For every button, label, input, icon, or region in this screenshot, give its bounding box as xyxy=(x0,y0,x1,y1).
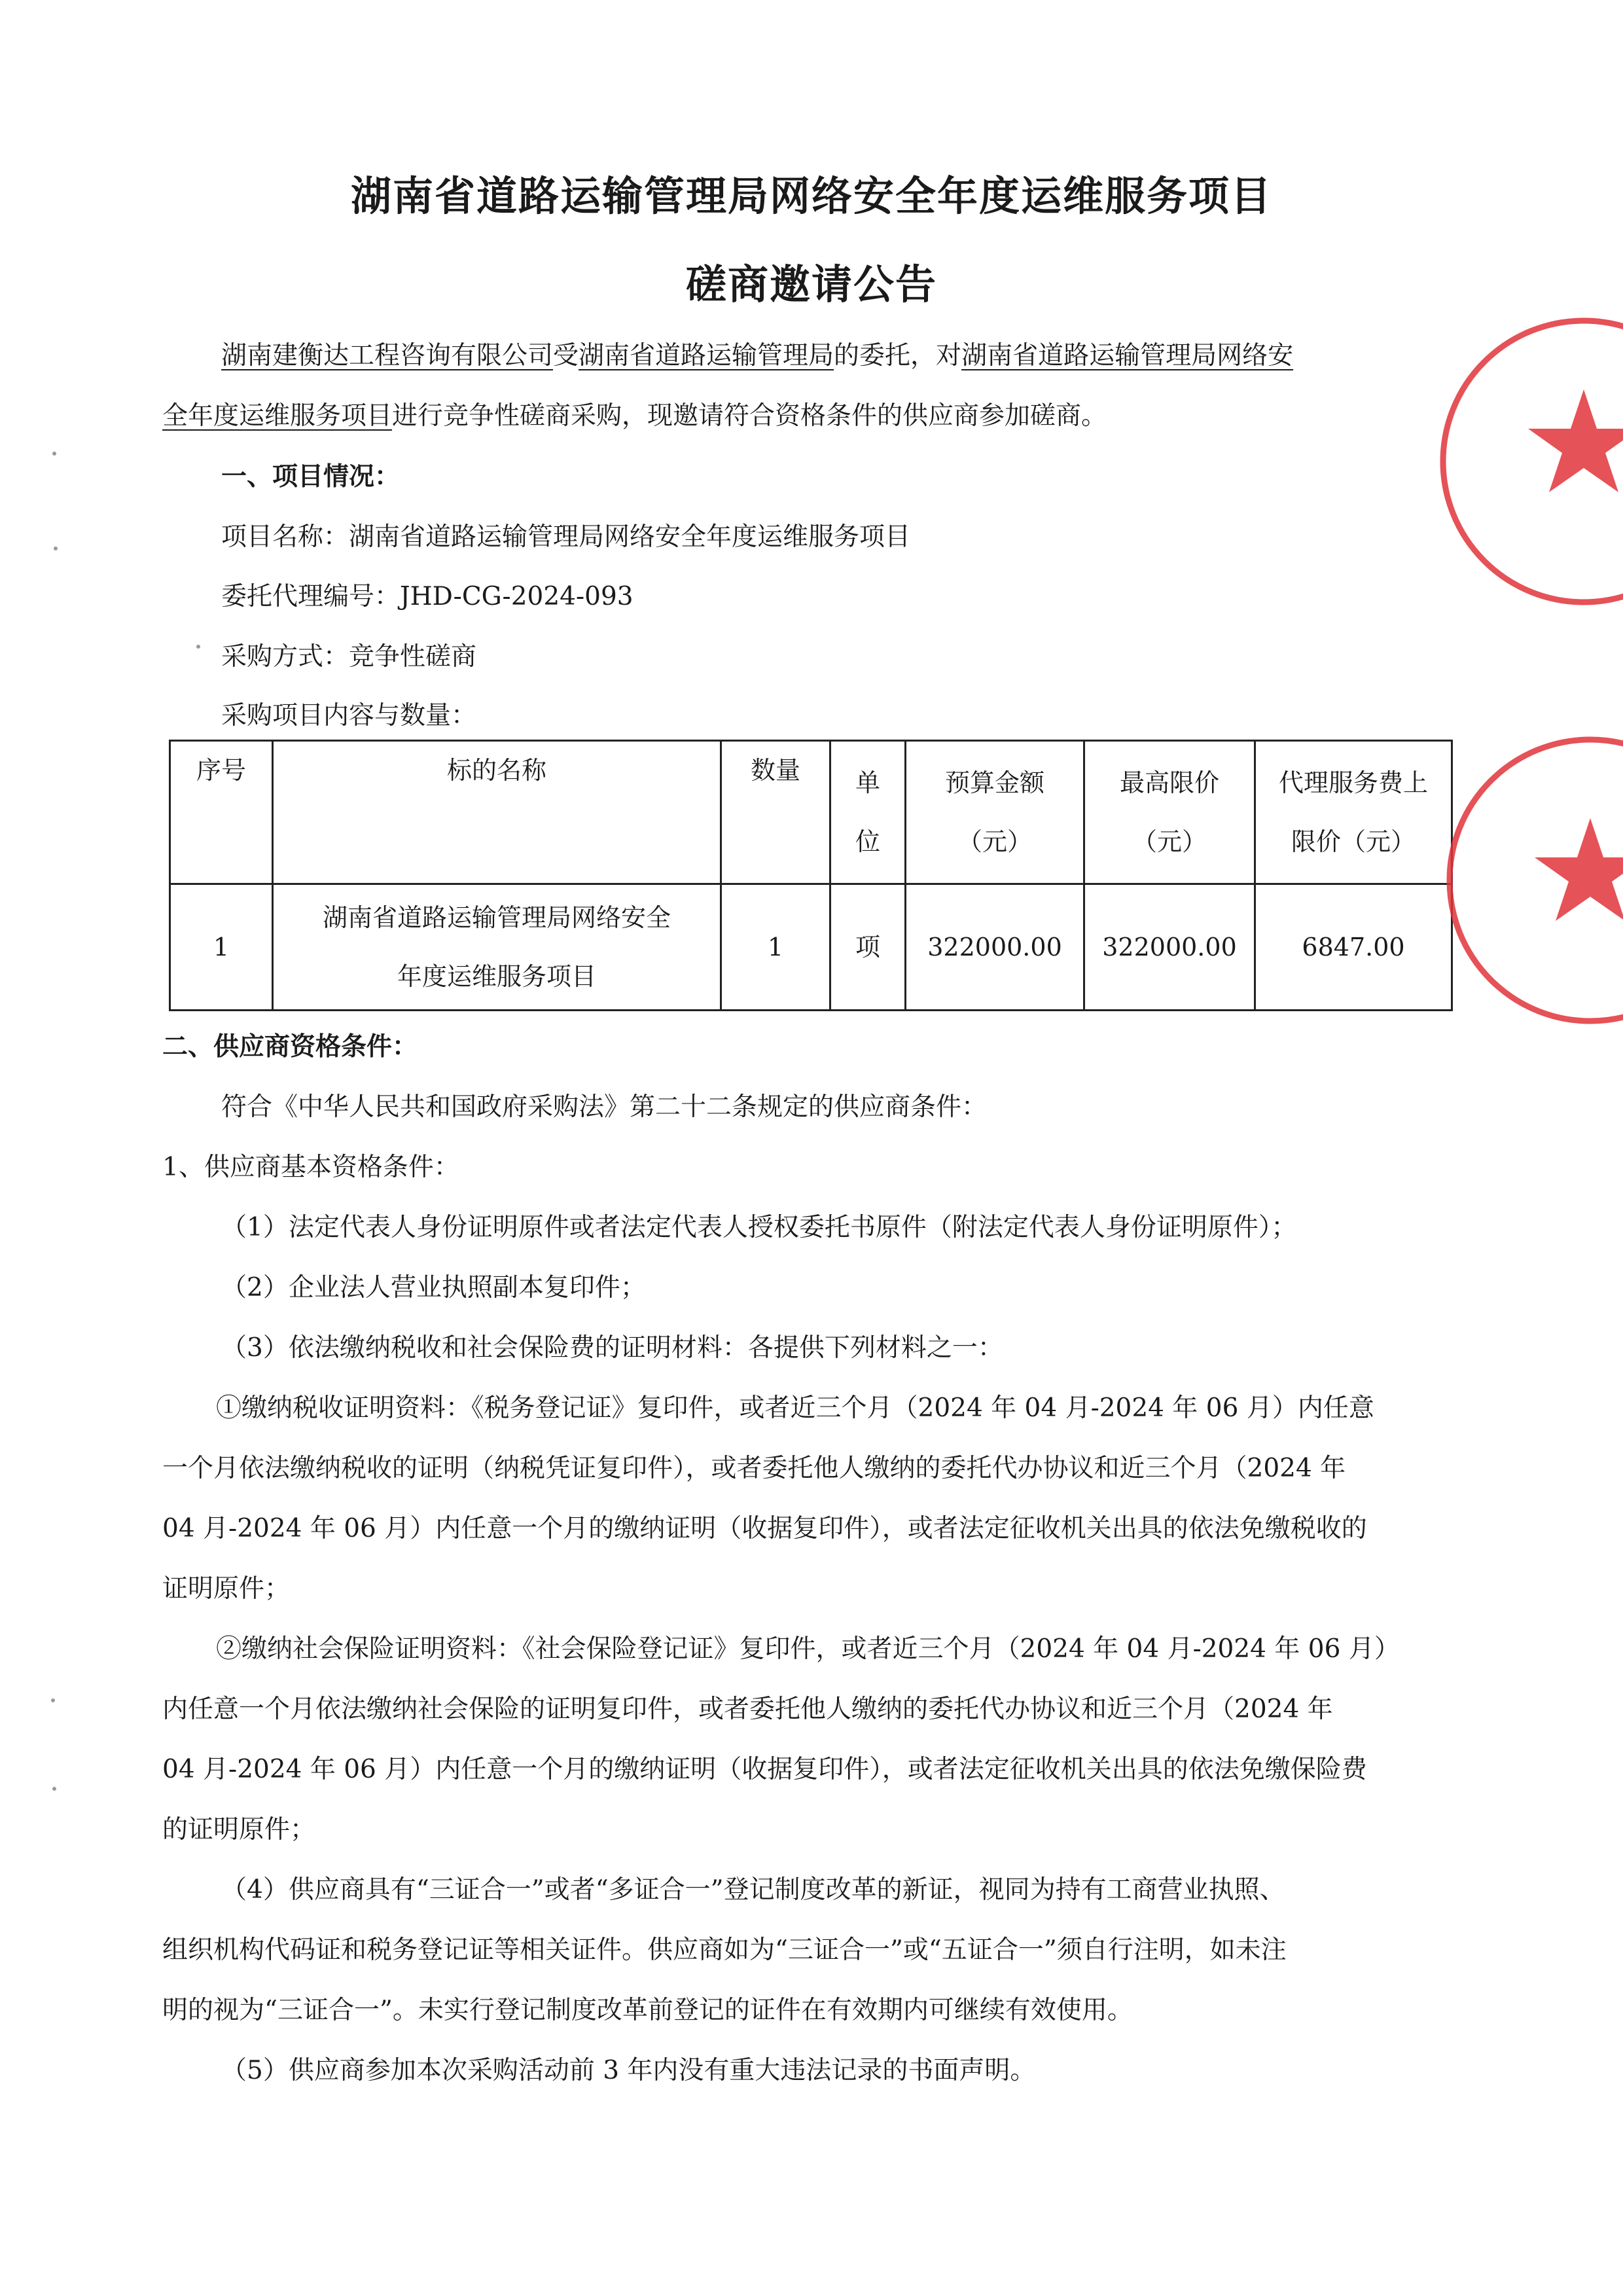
official-seal-1 xyxy=(1400,308,1623,648)
table-header-row xyxy=(170,741,1452,884)
s2-line-10: ②缴纳社会保险证明资料：《社会保险登记证》复印件，或者近三个月（2024 年 04 月-2024 年 06 月） xyxy=(216,1634,1400,1664)
intro-line2: 全年度运维服务项目进行竞争性磋商采购，现邀请符合资格条件的供应商参加磋商。 xyxy=(162,401,1107,431)
s2-line-14: （4）供应商具有“三证合一”或者“多证合一”登记制度改革的新证，视同为持有工商营业执照、 xyxy=(221,1875,1285,1905)
scan-speck xyxy=(54,547,58,550)
section1-heading: 一、项目情况： xyxy=(221,462,401,492)
client-name: 湖南省道路运输管理局 xyxy=(579,341,834,370)
scan-speck xyxy=(52,452,56,456)
td-qty: 1 xyxy=(721,884,830,1011)
agent-name: 湖南建衡达工程咨询有限公司 xyxy=(221,341,554,370)
th-budget: 预算金额 （元） xyxy=(906,741,1084,884)
td-seq: 1 xyxy=(170,884,273,1011)
th-agency-fee: 代理服务费上 限价（元） xyxy=(1255,741,1452,884)
th-unit: 单 位 xyxy=(830,741,906,884)
items-table xyxy=(169,740,1453,1011)
th-name: 标的名称 xyxy=(273,741,721,884)
s2-line-15: 组织机构代码证和税务登记证等相关证件。供应商如为“三证合一”或“五证合一”须自行注明，如未注 xyxy=(162,1935,1287,1965)
method-line: 采购方式：竞争性磋商 xyxy=(221,642,477,672)
scan-speck xyxy=(51,1698,55,1702)
s2-line-5: （3）依法缴纳税收和社会保险费的证明材料：各提供下列材料之一： xyxy=(221,1333,1003,1363)
content-line: 采购项目内容与数量： xyxy=(221,701,477,730)
official-seal-2 xyxy=(1407,720,1623,1060)
td-name: 湖南省道路运输管理局网络安全 年度运维服务项目 xyxy=(273,884,721,1011)
s2-line-16: 明的视为“三证合一”。未实行登记制度改革前登记的证件在有效期内可继续有效使用。 xyxy=(162,1996,1133,2025)
table-row xyxy=(170,884,1452,1011)
s2-line-7: 一个月依法缴纳税收的证明（纳税凭证复印件），或者委托他人缴纳的委托代办协议和近三个月（2024 年 xyxy=(162,1454,1346,1483)
project-name-line: 项目名称：湖南省道路运输管理局网络安全年度运维服务项目 xyxy=(221,522,911,552)
s2-line-2: 1、供应商基本资格条件： xyxy=(162,1153,459,1182)
th-qty: 数量 xyxy=(721,741,830,884)
s2-line-9: 证明原件； xyxy=(162,1574,291,1604)
s2-line-1: 符合《中华人民共和国政府采购法》第二十二条规定的供应商条件： xyxy=(221,1092,988,1122)
s2-line-13: 的证明原件； xyxy=(162,1815,316,1844)
scan-speck xyxy=(196,645,200,649)
project-name-part2: 全年度运维服务项目 xyxy=(162,401,393,431)
agency-code-line: 委托代理编号：JHD-CG-2024-093 xyxy=(221,582,633,611)
td-agency-fee: 6847.00 xyxy=(1255,884,1452,1011)
intro-line1: 湖南建衡达工程咨询有限公司受湖南省道路运输管理局的委托，对湖南省道路运输管理局网络安 xyxy=(221,341,1294,370)
s2-line-17: （5）供应商参加本次采购活动前 3 年内没有重大违法记录的书面声明。 xyxy=(221,2056,1036,2085)
s2-line-8: 04 月-2024 年 06 月）内任意一个月的缴纳证明（收据复印件），或者法定征收机关出具的依法免缴税收的 xyxy=(162,1514,1367,1543)
scan-speck xyxy=(52,1787,56,1791)
s2-line-12: 04 月-2024 年 06 月）内任意一个月的缴纳证明（收据复印件），或者法定征收机关出具的依法免缴保险费 xyxy=(162,1755,1367,1784)
doc-title-line1: 湖南省道路运输管理局网络安全年度运维服务项目 xyxy=(350,172,1272,220)
th-seq: 序号 xyxy=(170,741,273,884)
s2-line-4: （2）企业法人营业执照副本复印件； xyxy=(221,1273,646,1302)
s2-line-3: （1）法定代表人身份证明原件或者法定代表人授权委托书原件（附法定代表人身份证明原件）； xyxy=(221,1213,1297,1242)
doc-title-line2: 磋商邀请公告 xyxy=(685,260,937,308)
project-name-part1: 湖南省道路运输管理局网络安 xyxy=(961,341,1294,370)
s2-line-11: 内任意一个月依法缴纳社会保险的证明复印件，或者委托他人缴纳的委托代办协议和近三个月（2024 年 xyxy=(162,1695,1333,1724)
td-unit: 项 xyxy=(830,884,906,1011)
th-max-price: 最高限价 （元） xyxy=(1084,741,1255,884)
s2-line-6: ①缴纳税收证明资料：《税务登记证》复印件，或者近三个月（2024 年 04 月-2024 年 06 月）内任意 xyxy=(216,1393,1374,1423)
td-max-price: 322000.00 xyxy=(1084,884,1255,1011)
section2-heading: 二、供应商资格条件： xyxy=(162,1032,418,1062)
td-budget: 322000.00 xyxy=(906,884,1084,1011)
